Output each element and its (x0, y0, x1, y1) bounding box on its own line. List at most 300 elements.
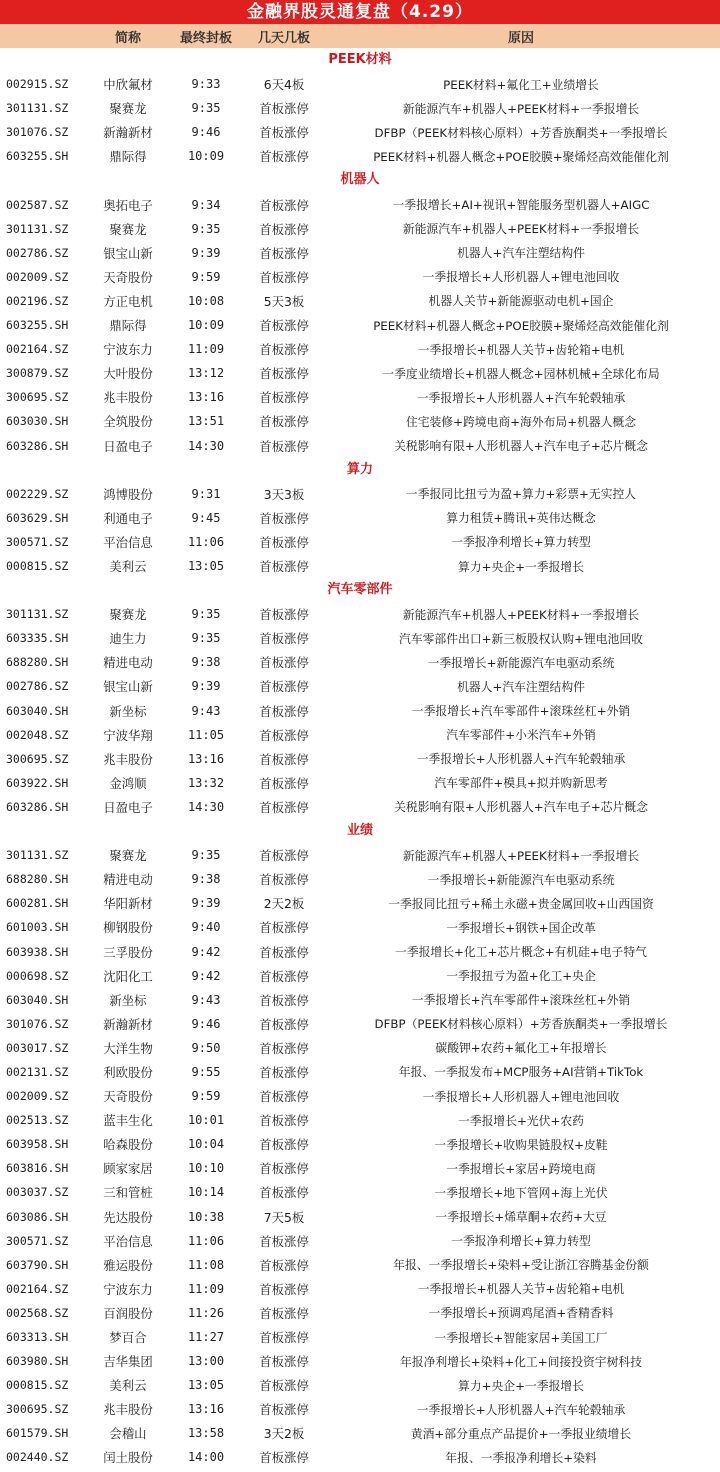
board-count: 首板涨停 (259, 703, 309, 719)
board-count: 首板涨停 (259, 318, 309, 334)
stock-name: 新坐标 (109, 992, 147, 1008)
reason: 住宅装修+跨境电商+海外布局+机器人概念 (405, 414, 637, 429)
section-title: 业绩 (346, 823, 373, 838)
table-row (0, 1108, 720, 1132)
stock-name: 顾家家居 (103, 1161, 153, 1177)
stock-code: 300571.SZ (6, 1233, 69, 1248)
seal-time: 9:59 (191, 269, 221, 284)
stock-name: 中欣氟材 (103, 77, 153, 93)
reason: 黄酒+部分重点产品提价+一季报业绩增长 (410, 1426, 632, 1441)
stock-name: 新瀚新材 (103, 125, 153, 141)
board-count: 首板涨停 (259, 197, 309, 213)
seal-time: 9:35 (191, 848, 221, 863)
table-row (0, 506, 720, 530)
stock-code: 603938.SH (6, 944, 69, 959)
table-row (0, 409, 720, 433)
board-count: 首板涨停 (259, 751, 309, 767)
board-count: 首板涨停 (259, 1330, 309, 1346)
stock-name: 三和管桩 (103, 1185, 153, 1201)
seal-time: 9:33 (191, 77, 221, 92)
table-row (0, 554, 720, 578)
stock-code: 603030.SH (6, 414, 69, 429)
seal-time: 11:26 (187, 1305, 225, 1320)
seal-time: 11:06 (187, 534, 225, 549)
stock-name: 日盈电子 (103, 799, 153, 815)
seal-time: 9:39 (191, 896, 221, 911)
stock-code: 300695.SZ (6, 1402, 69, 1417)
stock-name: 百润股份 (103, 1305, 153, 1321)
table-row (0, 964, 720, 988)
reason: PEEK材料+氟化工+业绩增长 (443, 77, 599, 92)
table-row (0, 530, 720, 554)
seal-time: 10:08 (187, 293, 225, 308)
seal-time: 9:39 (191, 679, 221, 694)
header-reason: 原因 (507, 30, 534, 46)
stock-name: 哈森股份 (103, 1137, 153, 1153)
reason: 算力租赁+腾讯+英伟达概念 (446, 511, 596, 526)
reason: 一季报增长+光伏+农药 (458, 1113, 584, 1128)
reason: 汽车零部件+模具+拟并购新思考 (434, 776, 608, 791)
stock-name: 日盈电子 (103, 438, 153, 454)
stock-code: 301131.SZ (6, 848, 69, 863)
seal-time: 13:16 (187, 390, 225, 405)
stock-name: 新坐标 (109, 703, 147, 719)
table-row (0, 674, 720, 698)
board-count: 首板涨停 (259, 414, 309, 430)
stock-name: 方正电机 (103, 293, 153, 309)
stock-code: 000698.SZ (6, 968, 69, 983)
board-count: 首板涨停 (259, 872, 309, 888)
stock-name: 雅运股份 (103, 1257, 153, 1273)
stock-code: 603286.SH (6, 438, 69, 453)
board-count: 首板涨停 (259, 1281, 309, 1297)
stock-code: 002131.SZ (6, 1064, 69, 1079)
stock-name: 聚赛龙 (109, 101, 147, 117)
stock-name: 全筑股份 (103, 414, 153, 430)
board-count: 首板涨停 (259, 1137, 309, 1153)
reason: 一季报增长+人形机器人+锂电池回收 (422, 1089, 620, 1104)
table-row (0, 1156, 720, 1180)
stock-code: 002164.SZ (6, 1281, 69, 1296)
table-row (0, 72, 720, 96)
board-count: 首板涨停 (259, 1233, 309, 1249)
reason: 算力+央企+一季报增长 (458, 1378, 584, 1393)
stock-code: 000815.SZ (6, 1378, 69, 1393)
stock-name: 银宝山新 (103, 679, 153, 695)
stock-code: 002513.SZ (6, 1113, 69, 1128)
seal-time: 9:50 (191, 1040, 221, 1055)
table-row (0, 337, 720, 361)
reason: 一季报增长+收购果链股权+皮鞋 (434, 1137, 608, 1152)
stock-code: 301076.SZ (6, 1016, 69, 1031)
reason: 汽车零部件出口+新三板股权认购+锂电池回收 (399, 631, 643, 646)
reason: 机器人+汽车注塑结构件 (457, 246, 585, 261)
board-count: 2天2板 (263, 896, 305, 912)
table-row (0, 1084, 720, 1108)
table-row (0, 1301, 720, 1325)
seal-time: 9:59 (191, 1089, 221, 1104)
section-title: 汽车零部件 (327, 582, 393, 598)
stock-name: 宁波东力 (103, 342, 153, 358)
stock-code: 300879.SZ (6, 366, 69, 381)
reason: PEEK材料+机器人概念+POE胶膜+聚烯烃高效能催化剂 (373, 149, 669, 164)
stock-code: 002440.SZ (6, 1450, 69, 1465)
reason: 一季度业绩增长+机器人概念+园林机械+全球化布局 (382, 366, 660, 381)
table-row (0, 723, 720, 747)
stock-name: 天奇股份 (103, 269, 153, 285)
stock-code: 300695.SZ (6, 751, 69, 766)
board-count: 首板涨停 (259, 992, 309, 1008)
board-count: 首板涨停 (259, 1161, 309, 1177)
seal-time: 9:55 (191, 1064, 221, 1079)
seal-time: 13:00 (187, 1354, 225, 1369)
stock-name: 精进电动 (103, 872, 153, 888)
stock-code: 301131.SZ (6, 221, 69, 236)
reason: 机器人关节+新能源驱动电机+国企 (428, 294, 614, 309)
reason: DFBP（PEEK材料核心原料）+芳香族酮类+一季报增长 (374, 125, 668, 140)
stock-code: 002048.SZ (6, 727, 69, 742)
table-row (0, 795, 720, 819)
table-row (0, 1229, 720, 1253)
stock-code: 603335.SH (6, 631, 69, 646)
stock-code: 603086.SH (6, 1209, 69, 1224)
stock-code: 603313.SH (6, 1330, 69, 1345)
stock-code: 002229.SZ (6, 486, 69, 501)
seal-time: 10:04 (187, 1137, 225, 1152)
reason: 一季报增长+汽车零部件+滚珠丝杠+外销 (411, 993, 631, 1008)
seal-time: 9:43 (191, 703, 221, 718)
reason: 一季报增长+人形机器人+汽车轮毂轴承 (416, 1402, 626, 1417)
reason: 一季报增长+化工+芯片概念+有机硅+电子特气 (395, 945, 647, 960)
reason: 一季报增长+烯草酮+农药+大豆 (435, 1210, 607, 1225)
stock-name: 大叶股份 (103, 366, 153, 382)
table-row (0, 1445, 720, 1469)
stock-code: 300571.SZ (6, 534, 69, 549)
board-count: 首板涨停 (259, 1040, 309, 1056)
reason: 一季报扭亏为盈+化工+央企 (446, 969, 596, 984)
seal-time: 9:34 (191, 197, 221, 212)
stock-name: 聚赛龙 (109, 221, 147, 237)
board-count: 首板涨停 (259, 775, 309, 791)
table-row (0, 1253, 720, 1277)
seal-time: 9:40 (191, 920, 221, 935)
seal-time: 9:46 (191, 1016, 221, 1031)
board-count: 首板涨停 (259, 438, 309, 454)
board-count: 首板涨停 (259, 390, 309, 406)
reason: 一季报同比扭亏+稀土永磁+贵金属回收+山西国资 (388, 896, 654, 911)
board-count: 首板涨停 (259, 125, 309, 141)
stock-name: 新瀚新材 (103, 1016, 153, 1032)
board-count: 3天3板 (263, 486, 305, 502)
table-row (0, 1205, 720, 1229)
stock-code: 002009.SZ (6, 269, 69, 284)
stock-name: 华阳新材 (103, 896, 153, 912)
table-row (0, 1132, 720, 1156)
table-row (0, 1277, 720, 1301)
stock-code: 603922.SH (6, 775, 69, 790)
stock-name: 金鸿顺 (109, 775, 147, 791)
stock-name: 吉华集团 (103, 1354, 153, 1370)
table-row (0, 1373, 720, 1397)
board-count: 首板涨停 (259, 1016, 309, 1032)
board-count: 首板涨停 (259, 1402, 309, 1418)
seal-time: 11:09 (187, 342, 225, 357)
reason: 新能源汽车+机器人+PEEK材料+一季报增长 (402, 607, 640, 622)
stock-name: 梦百合 (109, 1330, 147, 1346)
stock-code: 002786.SZ (6, 245, 69, 260)
reason: DFBP（PEEK材料核心原料）+芳香族酮类+一季报增长 (374, 1017, 668, 1032)
table-row (0, 265, 720, 289)
stock-name: 天奇股份 (103, 1089, 153, 1105)
seal-time: 13:05 (187, 559, 225, 574)
seal-time: 9:35 (191, 607, 221, 622)
seal-time: 9:46 (191, 125, 221, 140)
table-row (0, 939, 720, 963)
table-row (0, 361, 720, 385)
reason: 年报、一季报发布+MCP服务+AI营销+TikTok (398, 1065, 644, 1080)
table-row (0, 699, 720, 723)
board-count: 首板涨停 (259, 1089, 309, 1105)
stock-code: 603040.SH (6, 992, 69, 1007)
stock-code: 002915.SZ (6, 77, 69, 92)
board-count: 首板涨停 (259, 559, 309, 575)
stock-name: 奥拓电子 (103, 197, 153, 213)
table-row (0, 915, 720, 939)
stock-code: 300695.SZ (6, 390, 69, 405)
board-count: 首板涨停 (259, 1354, 309, 1370)
stock-code: 688280.SH (6, 872, 69, 887)
table-row (0, 602, 720, 626)
stock-code: 603816.SH (6, 1161, 69, 1176)
stock-name: 聚赛龙 (109, 607, 147, 623)
table-row (0, 867, 720, 891)
stock-name: 兆丰股份 (103, 1402, 153, 1418)
table-row (0, 626, 720, 650)
seal-time: 9:35 (191, 101, 221, 116)
reason: 一季报增长+预调鸡尾酒+香精香料 (428, 1306, 614, 1321)
stock-name: 精进电动 (103, 655, 153, 671)
table-row (0, 1325, 720, 1349)
section-title: 算力 (346, 461, 373, 477)
stock-name: 兆丰股份 (103, 390, 153, 406)
seal-time: 9:42 (191, 968, 221, 983)
stock-name: 蓝丰生化 (103, 1113, 153, 1129)
stock-name: 利欧股份 (103, 1064, 153, 1080)
seal-time: 14:00 (187, 1450, 225, 1465)
page-title: 金融界股灵通复盘（4.29） (0, 0, 720, 24)
reason: 关税影响有限+人形机器人+汽车电子+芯片概念 (394, 800, 648, 815)
table-row (0, 891, 720, 915)
stock-code: 002164.SZ (6, 342, 69, 357)
stock-name: 三孚股份 (103, 944, 153, 960)
stock-code: 603255.SH (6, 318, 69, 333)
stock-name: 聚赛龙 (109, 848, 147, 864)
table-row (0, 771, 720, 795)
reason: 碳酸钾+农药+氟化工+年报增长 (435, 1041, 607, 1056)
seal-time: 9:35 (191, 221, 221, 236)
board-count: 首板涨停 (259, 245, 309, 261)
reason: 一季报增长+家居+跨境电商 (446, 1161, 596, 1176)
seal-time: 10:38 (187, 1209, 225, 1224)
reason: 算力+央企+一季报增长 (458, 559, 584, 574)
table-row (0, 1421, 720, 1445)
stock-name: 美利云 (109, 559, 147, 575)
seal-time: 10:10 (187, 1161, 225, 1176)
seal-time: 14:30 (187, 438, 225, 453)
reason: 机器人+汽车注塑结构件 (457, 679, 585, 694)
stock-code: 000815.SZ (6, 559, 69, 574)
table-header (0, 24, 720, 48)
board-count: 首板涨停 (259, 1305, 309, 1321)
stock-name: 柳钢股份 (103, 920, 153, 936)
stock-code: 603629.SH (6, 510, 69, 525)
seal-time: 13:16 (187, 751, 225, 766)
reason: 一季报增长+新能源汽车电驱动系统 (427, 872, 615, 887)
reason: 一季报增长+人形机器人+锂电池回收 (422, 270, 620, 285)
stock-name: 宁波华翔 (103, 727, 153, 743)
board-count: 7天5板 (263, 1209, 305, 1225)
reason: 一季报增长+机器人关节+齿轮箱+电机 (417, 342, 625, 357)
table-row (0, 313, 720, 337)
seal-time: 10:09 (187, 149, 225, 164)
seal-time: 13:32 (187, 775, 225, 790)
stock-name: 银宝山新 (103, 245, 153, 261)
seal-time: 13:05 (187, 1378, 225, 1393)
seal-time: 9:38 (191, 655, 221, 670)
stock-name: 闰土股份 (103, 1450, 153, 1466)
board-count: 3天2板 (263, 1426, 305, 1442)
board-count: 首板涨停 (259, 1185, 309, 1201)
table-row (0, 120, 720, 144)
stock-name: 平治信息 (103, 1233, 153, 1249)
table-row (0, 96, 720, 120)
board-count: 首板涨停 (259, 607, 309, 623)
board-count: 首板涨停 (259, 101, 309, 117)
seal-time: 11:05 (187, 727, 225, 742)
board-count: 首板涨停 (259, 848, 309, 864)
stock-code: 002568.SZ (6, 1305, 69, 1320)
reason: 新能源汽车+机器人+PEEK材料+一季报增长 (402, 101, 640, 116)
board-count: 首板涨停 (259, 1378, 309, 1394)
stock-code: 603255.SH (6, 149, 69, 164)
table-row (0, 1060, 720, 1084)
stock-name: 先达股份 (103, 1209, 153, 1225)
reason: 汽车零部件+小米汽车+外销 (446, 728, 596, 743)
table-row (0, 1180, 720, 1204)
seal-time: 9:38 (191, 872, 221, 887)
board-count: 首板涨停 (259, 366, 309, 382)
stock-code: 601003.SH (6, 920, 69, 935)
seal-time: 9:39 (191, 245, 221, 260)
stock-name: 美利云 (109, 1378, 147, 1394)
stock-name: 宁波东力 (103, 1281, 153, 1297)
seal-time: 10:14 (187, 1185, 225, 1200)
seal-time: 14:30 (187, 799, 225, 814)
stock-code: 603790.SH (6, 1257, 69, 1272)
seal-time: 9:43 (191, 992, 221, 1007)
stock-name: 鼎际得 (109, 318, 147, 334)
table-body (0, 48, 720, 1470)
table-row (0, 650, 720, 674)
board-count: 首板涨停 (259, 727, 309, 743)
table-row (0, 289, 720, 313)
seal-time: 9:35 (191, 631, 221, 646)
stock-code: 301131.SZ (6, 101, 69, 116)
table-row (0, 988, 720, 1012)
seal-time: 11:06 (187, 1233, 225, 1248)
reason: 一季报增长+新能源汽车电驱动系统 (427, 655, 615, 670)
stock-code: 601579.SH (6, 1426, 69, 1441)
seal-time: 13:12 (187, 366, 225, 381)
reason: 一季报同比扭亏为盈+算力+彩票+无实控人 (405, 487, 637, 502)
table-row (0, 1397, 720, 1421)
table-row (0, 144, 720, 168)
seal-time: 10:01 (187, 1113, 225, 1128)
board-count: 首板涨停 (259, 631, 309, 647)
seal-time: 11:27 (187, 1330, 225, 1345)
stock-code: 002587.SZ (6, 197, 69, 212)
board-count: 首板涨停 (259, 342, 309, 358)
stock-code: 003017.SZ (6, 1040, 69, 1055)
seal-time: 11:09 (187, 1281, 225, 1296)
reason: PEEK材料+机器人概念+POE胶膜+聚烯烃高效能催化剂 (373, 318, 669, 333)
seal-time: 9:31 (191, 486, 221, 501)
section-title: 机器人 (340, 172, 380, 188)
board-count: 首板涨停 (259, 920, 309, 936)
stock-code: 002786.SZ (6, 679, 69, 694)
board-count: 首板涨停 (259, 944, 309, 960)
seal-time: 10:09 (187, 318, 225, 333)
reason: 新能源汽车+机器人+PEEK材料+一季报增长 (402, 222, 640, 237)
header-name: 简称 (114, 30, 141, 46)
stock-name: 大洋生物 (103, 1040, 153, 1056)
reason: 一季报增长+汽车零部件+滚珠丝杠+外销 (411, 704, 631, 719)
reason: 一季报增长+地下管网+海上光伏 (434, 1185, 608, 1200)
reason: 一季报增长+AI+视讯+智能服务型机器人+AIGC (392, 198, 650, 213)
seal-time: 11:08 (187, 1257, 225, 1272)
reason: 年报、一季报净利增长+染料 (445, 1450, 597, 1465)
seal-time: 13:16 (187, 1402, 225, 1417)
reason: 年报、一季报增长+染料+受让浙江容腾基金份额 (393, 1258, 649, 1273)
board-count: 首板涨停 (259, 269, 309, 285)
stock-code: 002196.SZ (6, 293, 69, 308)
reason: 新能源汽车+机器人+PEEK材料+一季报增长 (402, 848, 640, 863)
board-count: 首板涨停 (259, 510, 309, 526)
board-count: 首板涨停 (259, 149, 309, 165)
stock-code: 603980.SH (6, 1354, 69, 1369)
header-time: 最终封板 (179, 30, 232, 46)
stock-name: 平治信息 (103, 534, 153, 550)
reason: 年报净利增长+染料+化工+间接投资宇树科技 (400, 1354, 642, 1369)
stock-code: 301131.SZ (6, 607, 69, 622)
board-count: 6天4板 (263, 77, 305, 93)
board-count: 首板涨停 (259, 1064, 309, 1080)
board-count: 首板涨停 (259, 221, 309, 237)
table-row (0, 193, 720, 217)
table-row (0, 1036, 720, 1060)
reason: 一季报增长+人形机器人+汽车轮毂轴承 (416, 752, 626, 767)
reason: 一季报净利增长+算力转型 (451, 535, 591, 550)
table-row (0, 241, 720, 265)
board-count: 首板涨停 (259, 655, 309, 671)
header-board: 几天几板 (257, 30, 310, 46)
board-count: 首板涨停 (259, 1113, 309, 1129)
reason: 一季报净利增长+算力转型 (451, 1234, 591, 1249)
stock-code: 603286.SH (6, 799, 69, 814)
stock-name: 兆丰股份 (103, 751, 153, 767)
board-count: 首板涨停 (259, 1257, 309, 1273)
seal-time: 13:51 (187, 414, 225, 429)
